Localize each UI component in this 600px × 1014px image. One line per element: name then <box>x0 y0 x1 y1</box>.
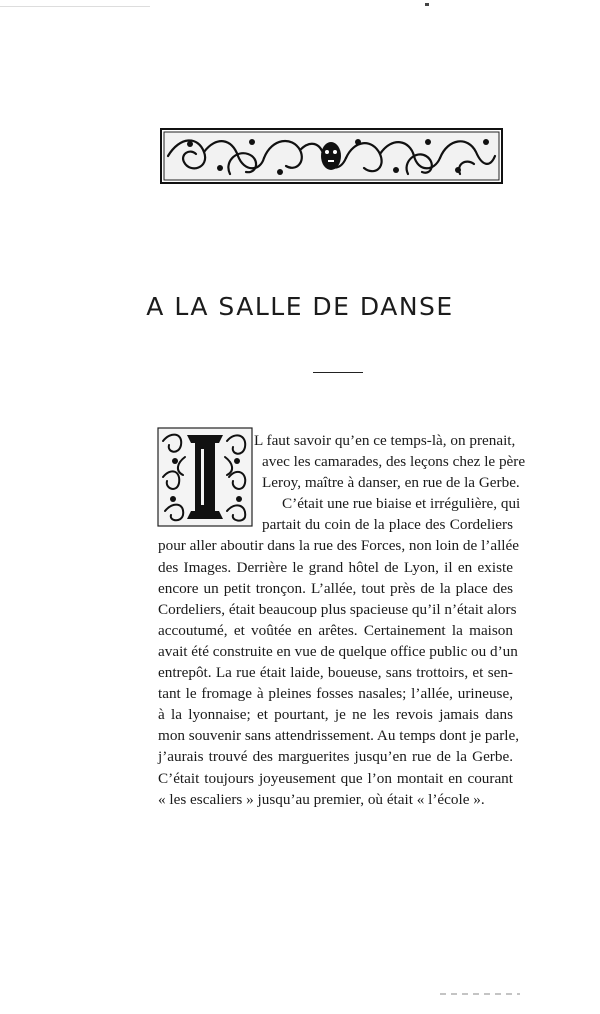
text-line: partait du coin de la place des Cordeliers <box>262 516 513 534</box>
ornamental-headpiece <box>160 128 503 184</box>
text-line: pour aller aboutir dans la rue des Forces, non loin de l’allée <box>158 537 520 555</box>
text-line: des Images. Derrière le grand hôtel de Lyon, il en existe <box>158 558 513 576</box>
scan-edge-mark <box>425 3 429 6</box>
title-rule <box>313 372 363 373</box>
text-line: encore un petit tronçon. L’allée, tout près de la place des <box>158 579 513 597</box>
scan-edge-mark <box>0 6 150 7</box>
scan-edge-mark <box>440 993 520 995</box>
text-line: j’aurais trouvé des marguerites jusqu’en rue de la Gerbe. <box>158 748 513 766</box>
text-line: avec les camarades, des leçons chez le père <box>262 453 526 471</box>
text-line: « les escaliers » jusqu’au premier, où était « l’école ». <box>158 790 485 808</box>
text-line: accoutumé, et voûtée en arêtes. Certainement la maison <box>158 621 513 639</box>
text-line: entrepôt. La rue était laide, boueuse, sans trottoirs, et sen- <box>158 664 513 682</box>
body-text <box>158 430 526 810</box>
text-line: Cordeliers, était beaucoup plus spacieuse qu’il n’était alors <box>158 600 517 618</box>
text-line: C’était toujours joyeusement que l’on montait en courant <box>158 769 513 787</box>
text-line: Leroy, maître à danser, en rue de la Gerbe. <box>262 474 520 492</box>
text-line: C’était une rue biaise et irrégulière, qui <box>282 495 521 513</box>
chapter-title: A LA SALLE DE DANSE <box>146 292 454 321</box>
text-line: tant le fromage à pleines fosses nasales; l’allée, urineuse, <box>158 685 513 703</box>
text-line: L faut savoir qu’en ce temps-là, on prenait, <box>254 432 516 449</box>
text-line: avait été construite en vue de quelque office public ou d’un <box>158 642 518 660</box>
text-line: mon souvenir sans attendrissement. Au temps dont je parle, <box>158 727 520 745</box>
text-line: à la lyonnaise; et pourtant, je ne les revois jamais dans <box>158 706 513 724</box>
